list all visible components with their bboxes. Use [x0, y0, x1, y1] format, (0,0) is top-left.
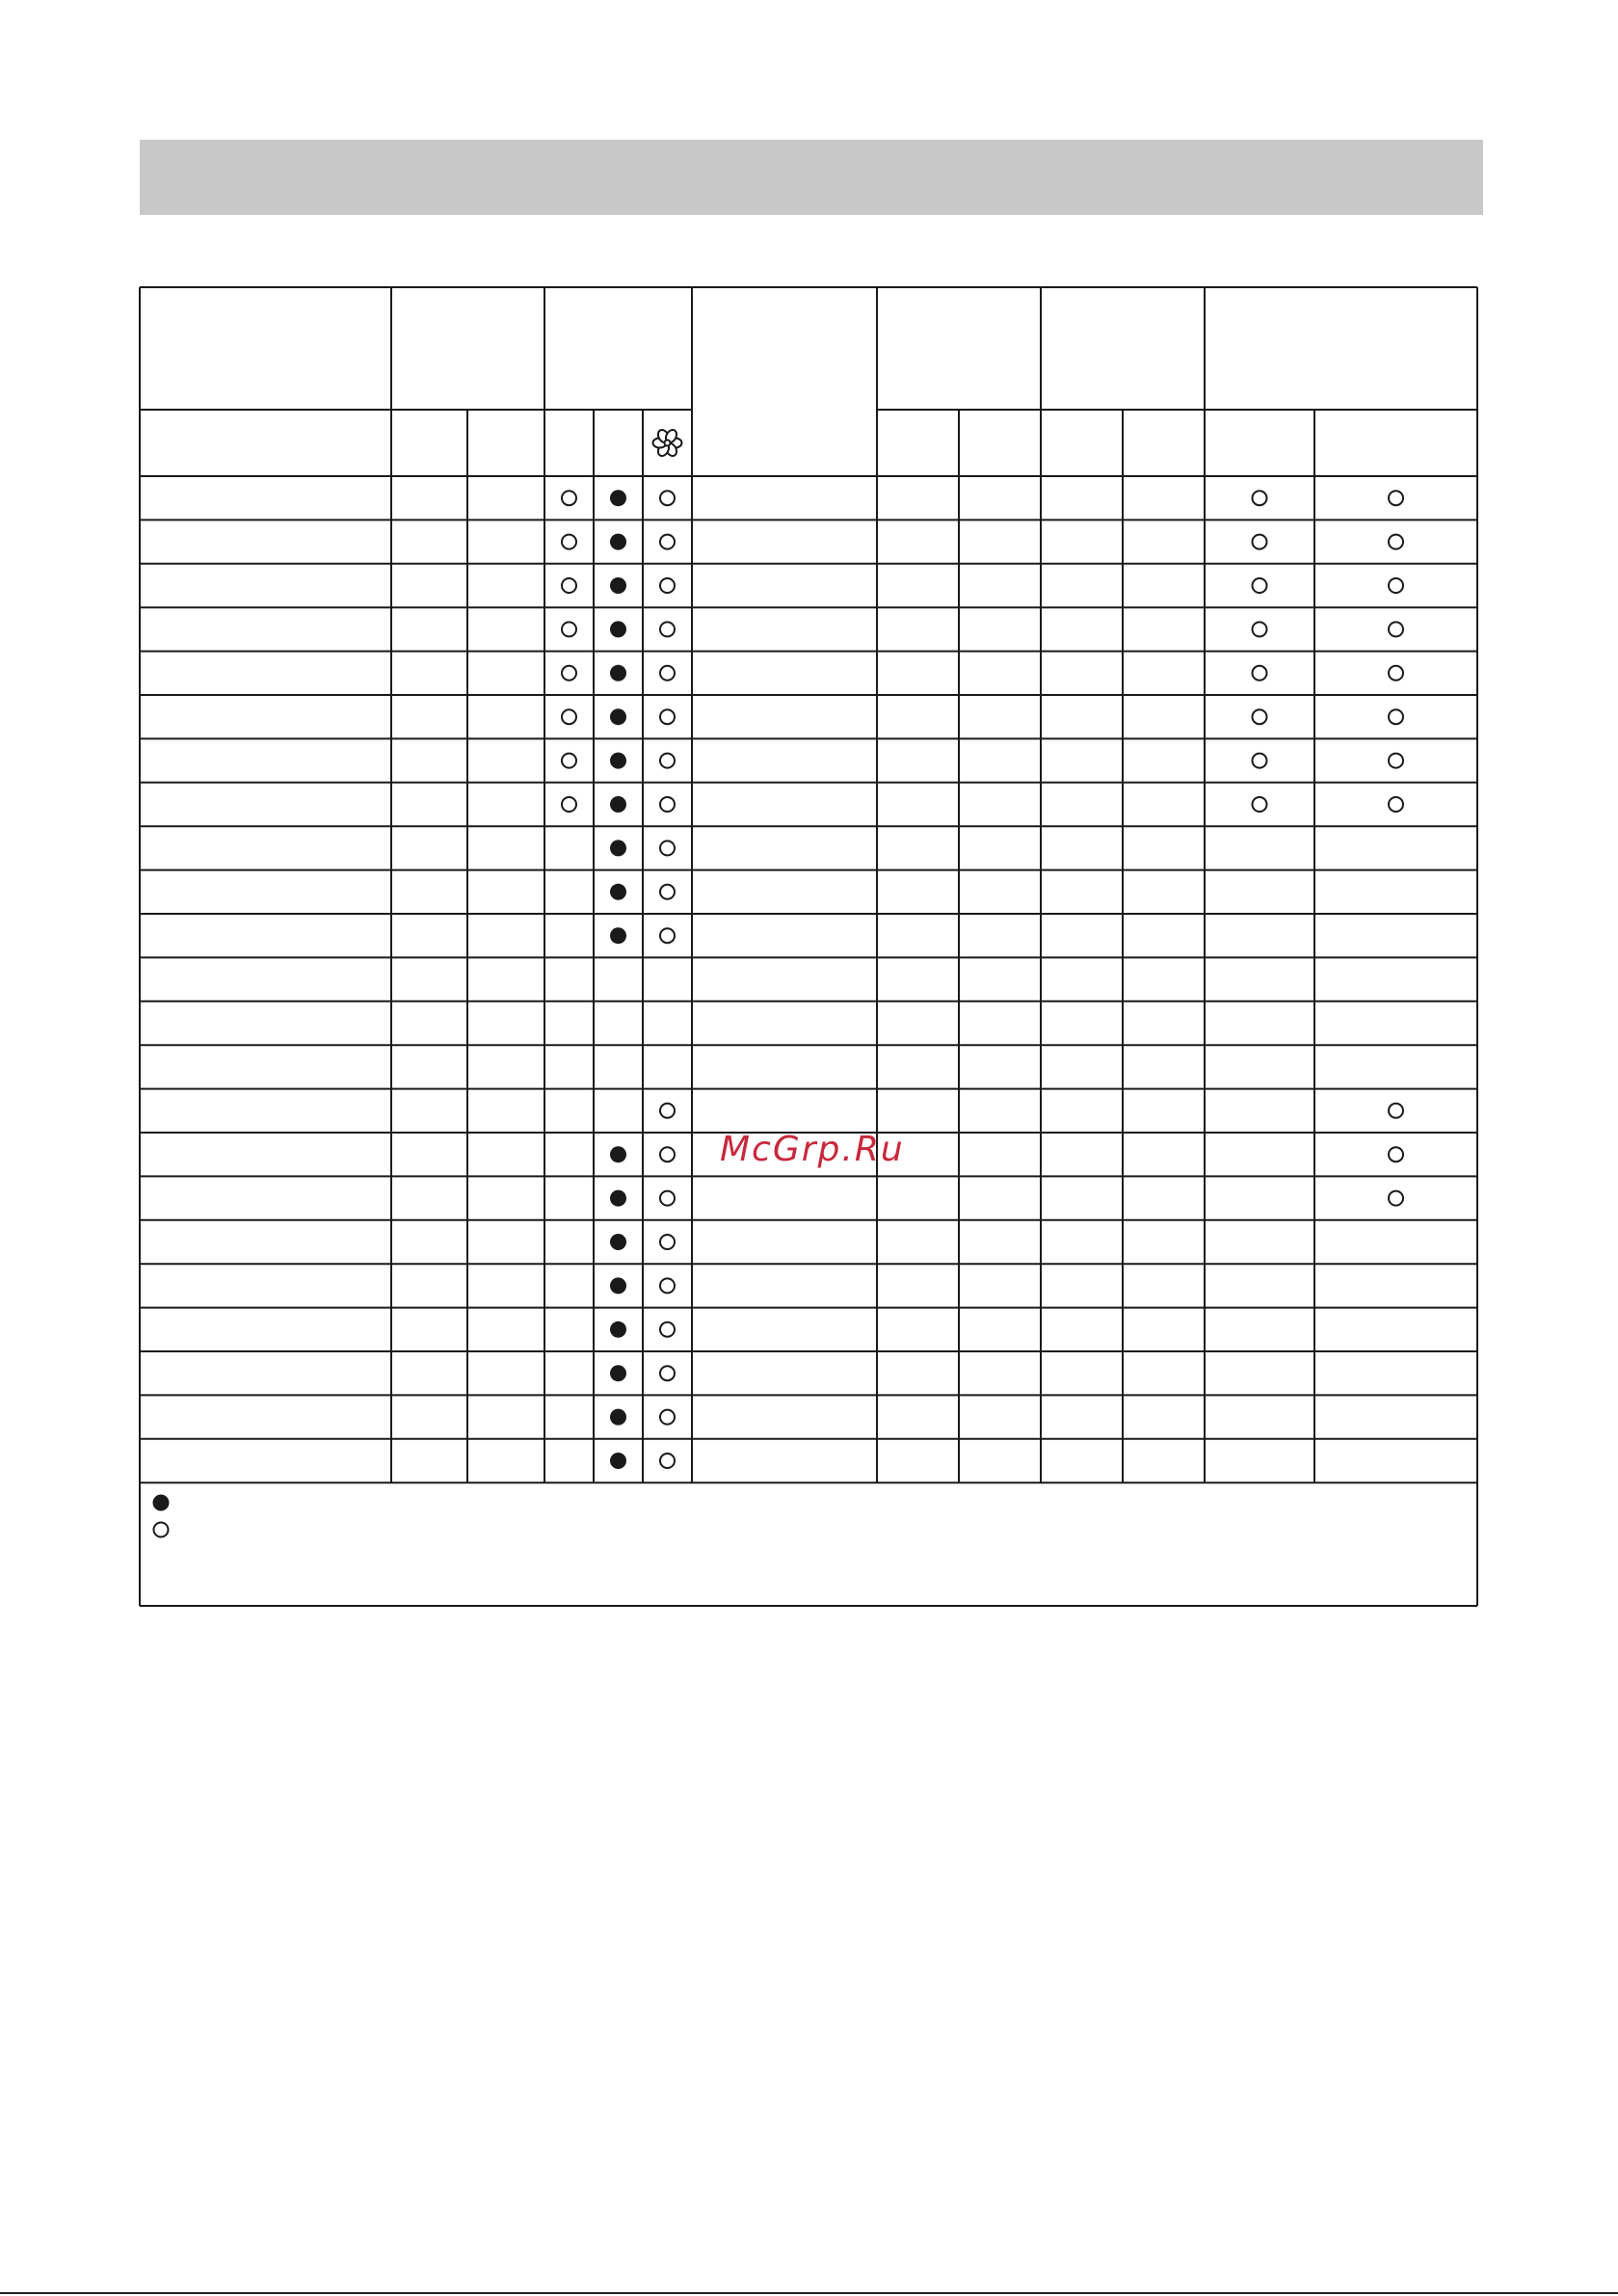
- empty-dot-marker: [1389, 578, 1403, 593]
- empty-dot-marker: [660, 666, 675, 681]
- filled-dot-marker: [610, 577, 626, 594]
- filled-dot-marker: [610, 840, 626, 856]
- empty-dot-marker: [1389, 666, 1403, 681]
- empty-dot-marker: [562, 622, 576, 636]
- empty-dot-marker: [1253, 535, 1267, 549]
- empty-dot-marker: [660, 1366, 675, 1380]
- empty-dot-marker: [562, 709, 576, 724]
- empty-dot-marker: [1389, 1147, 1403, 1161]
- empty-dot-marker: [1389, 622, 1403, 636]
- empty-dot-marker: [660, 1322, 675, 1337]
- empty-dot-marker: [660, 841, 675, 855]
- empty-dot-marker: [660, 1410, 675, 1425]
- empty-dot-marker: [1389, 754, 1403, 768]
- filled-dot-marker: [610, 1146, 626, 1162]
- empty-dot-marker: [660, 622, 675, 636]
- filled-dot-marker: [610, 1365, 626, 1381]
- filled-dot-marker: [610, 1409, 626, 1426]
- empty-dot-marker: [1253, 666, 1267, 681]
- empty-dot-marker: [1389, 709, 1403, 724]
- empty-dot-marker: [660, 797, 675, 812]
- filled-dot-marker: [610, 1322, 626, 1338]
- empty-dot-marker: [660, 754, 675, 768]
- empty-dot-marker: [562, 578, 576, 593]
- empty-dot-marker: [1389, 1191, 1403, 1206]
- legend-filled-dot: [153, 1495, 170, 1511]
- empty-dot-marker: [660, 1191, 675, 1206]
- empty-dot-marker: [660, 885, 675, 899]
- filled-dot-marker: [610, 1453, 626, 1469]
- empty-dot-marker: [660, 1235, 675, 1249]
- empty-dot-marker: [660, 709, 675, 724]
- empty-dot-marker: [660, 1278, 675, 1293]
- filled-dot-marker: [610, 884, 626, 900]
- empty-dot-marker: [1253, 578, 1267, 593]
- filled-dot-marker: [610, 1234, 626, 1250]
- filled-dot-marker: [610, 534, 626, 550]
- filled-dot-marker: [610, 753, 626, 769]
- empty-dot-marker: [660, 1147, 675, 1161]
- empty-dot-marker: [1389, 491, 1403, 505]
- filled-dot-marker: [610, 1277, 626, 1294]
- flower-icon: [653, 428, 682, 458]
- filled-dot-marker: [610, 927, 626, 944]
- empty-dot-marker: [660, 491, 675, 505]
- empty-dot-marker: [1389, 535, 1403, 549]
- empty-dot-marker: [1389, 797, 1403, 812]
- empty-dot-marker: [1253, 491, 1267, 505]
- filled-dot-marker: [610, 490, 626, 506]
- empty-dot-marker: [562, 535, 576, 549]
- filled-dot-marker: [610, 621, 626, 637]
- empty-dot-marker: [1253, 709, 1267, 724]
- empty-dot-marker: [1389, 1104, 1403, 1118]
- empty-dot-marker: [562, 666, 576, 681]
- footer-rule: [0, 2292, 1618, 2294]
- empty-dot-marker: [660, 578, 675, 593]
- filled-dot-marker: [610, 796, 626, 813]
- filled-dot-marker: [610, 1190, 626, 1207]
- empty-dot-marker: [562, 754, 576, 768]
- empty-dot-marker: [562, 491, 576, 505]
- filled-dot-marker: [610, 708, 626, 725]
- watermark: McGrp.Ru: [720, 1130, 905, 1169]
- filled-dot-marker: [610, 665, 626, 681]
- empty-dot-marker: [1253, 754, 1267, 768]
- empty-dot-marker: [660, 535, 675, 549]
- empty-dot-marker: [660, 1454, 675, 1468]
- empty-dot-marker: [1253, 622, 1267, 636]
- empty-dot-marker: [1253, 797, 1267, 812]
- legend-empty-dot: [154, 1523, 169, 1537]
- empty-dot-marker: [562, 797, 576, 812]
- empty-dot-marker: [660, 928, 675, 943]
- empty-dot-marker: [660, 1104, 675, 1118]
